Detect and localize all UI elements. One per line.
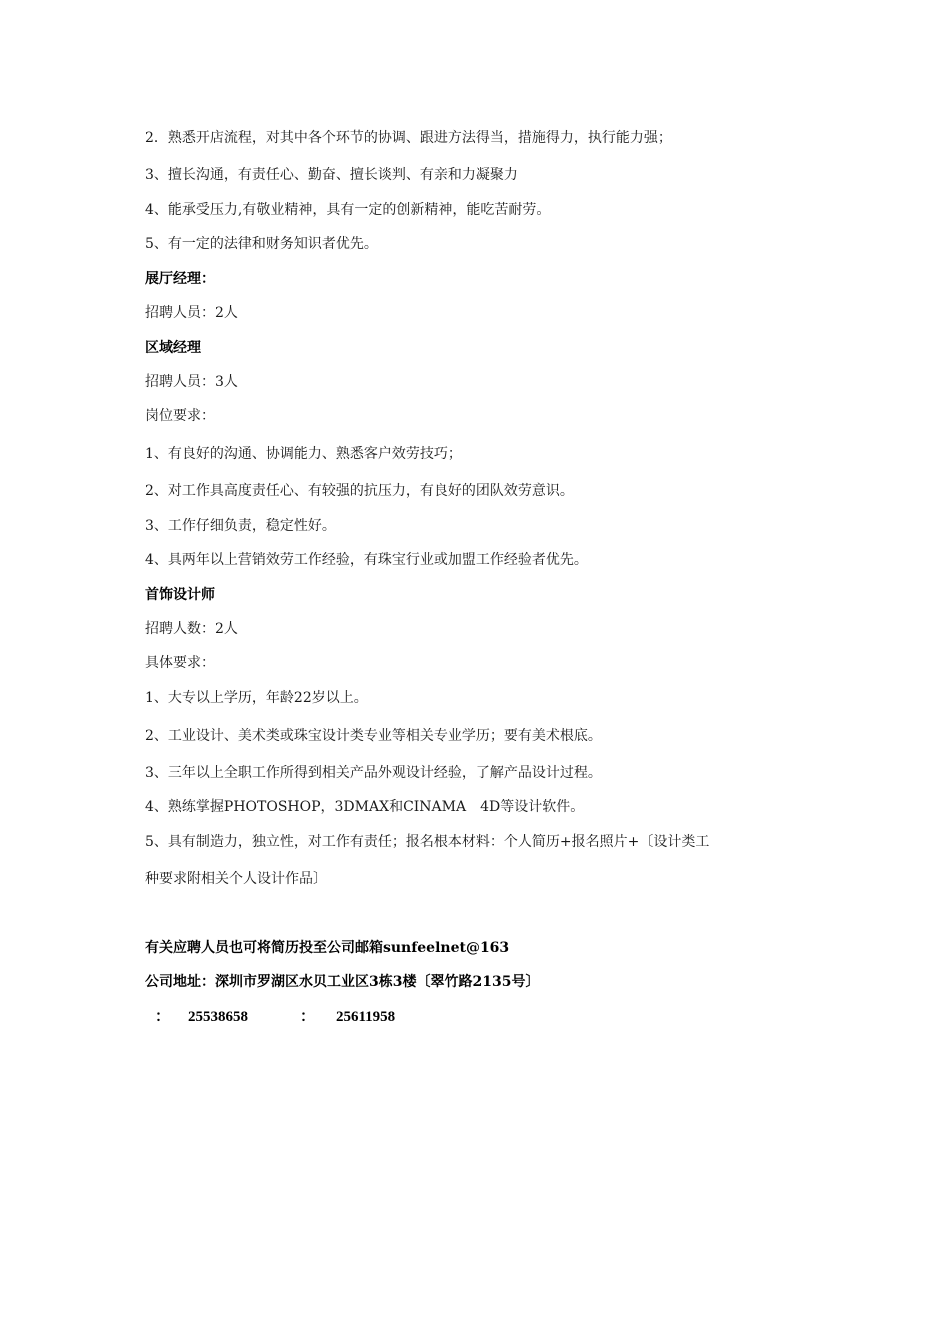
heading-jewelry-designer: 首饰设计师 [145,587,215,603]
text-line-designer-req-3: 3、三年以上全职工作所得到相关产品外观设计经验，了解产品设计过程。 [145,765,602,781]
contact-phone-1: 25538658 [188,1009,248,1025]
text-line-designer-req-5-cont: 种要求附相关个人设计作品〕 [145,871,327,887]
text-line-req-4: 4、具两年以上营销效劳工作经验，有珠宝行业或加盟工作经验者优先。 [145,552,588,568]
text-line-designer-req-2: 2、工业设计、美术类或珠宝设计类专业等相关专业学历；要有美术根底。 [145,728,602,744]
text-line-email-note: 有关应聘人员也可将简历投至公司邮箱sunfeelnet@163 [145,940,510,956]
heading-regional-manager: 区域经理 [145,340,201,356]
contact-colon-1: ： [155,1009,171,1025]
text-line-designer-req-1: 1、大专以上学历，年龄22岁以上。 [145,690,368,706]
text-line-designer-headcount: 招聘人数：2人 [145,621,238,637]
text-line-legal-finance: 5、有一定的法律和财务知识者优先。 [145,236,378,252]
contact-colon-2: ： [300,1009,316,1025]
text-line-open-store: 2．熟悉开店流程，对其中各个环节的协调、跟进方法得当，措施得力，执行能力强； [145,130,672,146]
text-line-job-requirements: 岗位要求： [145,408,215,424]
text-line-communication: 3、擅长沟通，有责任心、勤奋、擅长谈判、有亲和力凝聚力 [145,167,518,183]
contact-phone-2: 25611958 [336,1009,396,1025]
text-line-company-address: 公司地址：深圳市罗湖区水贝工业区3栋3楼〔翠竹路2135号〕 [145,974,540,990]
text-line-showroom-headcount: 招聘人员：2人 [145,305,238,321]
heading-showroom-manager: 展厅经理： [145,271,215,287]
text-line-designer-req-5: 5、具有制造力，独立性，对工作有责任；报名根本材料：个人简历+报名照片+〔设计类工 [145,834,710,850]
text-line-req-3: 3、工作仔细负责，稳定性好。 [145,518,336,534]
text-line-req-2: 2、对工作具高度责任心、有较强的抗压力，有良好的团队效劳意识。 [145,483,574,499]
text-line-specific-requirements: 具体要求： [145,655,215,671]
text-line-regional-headcount: 招聘人员：3人 [145,374,238,390]
text-line-designer-req-4: 4、熟练掌握PHOTOSHOP，3DMAX和CINAMA 4D等设计软件。 [145,799,585,815]
text-line-pressure: 4、能承受压力,有敬业精神，具有一定的创新精神，能吃苦耐劳。 [145,202,551,218]
text-line-req-1: 1、有良好的沟通、协调能力、熟悉客户效劳技巧； [145,446,462,462]
